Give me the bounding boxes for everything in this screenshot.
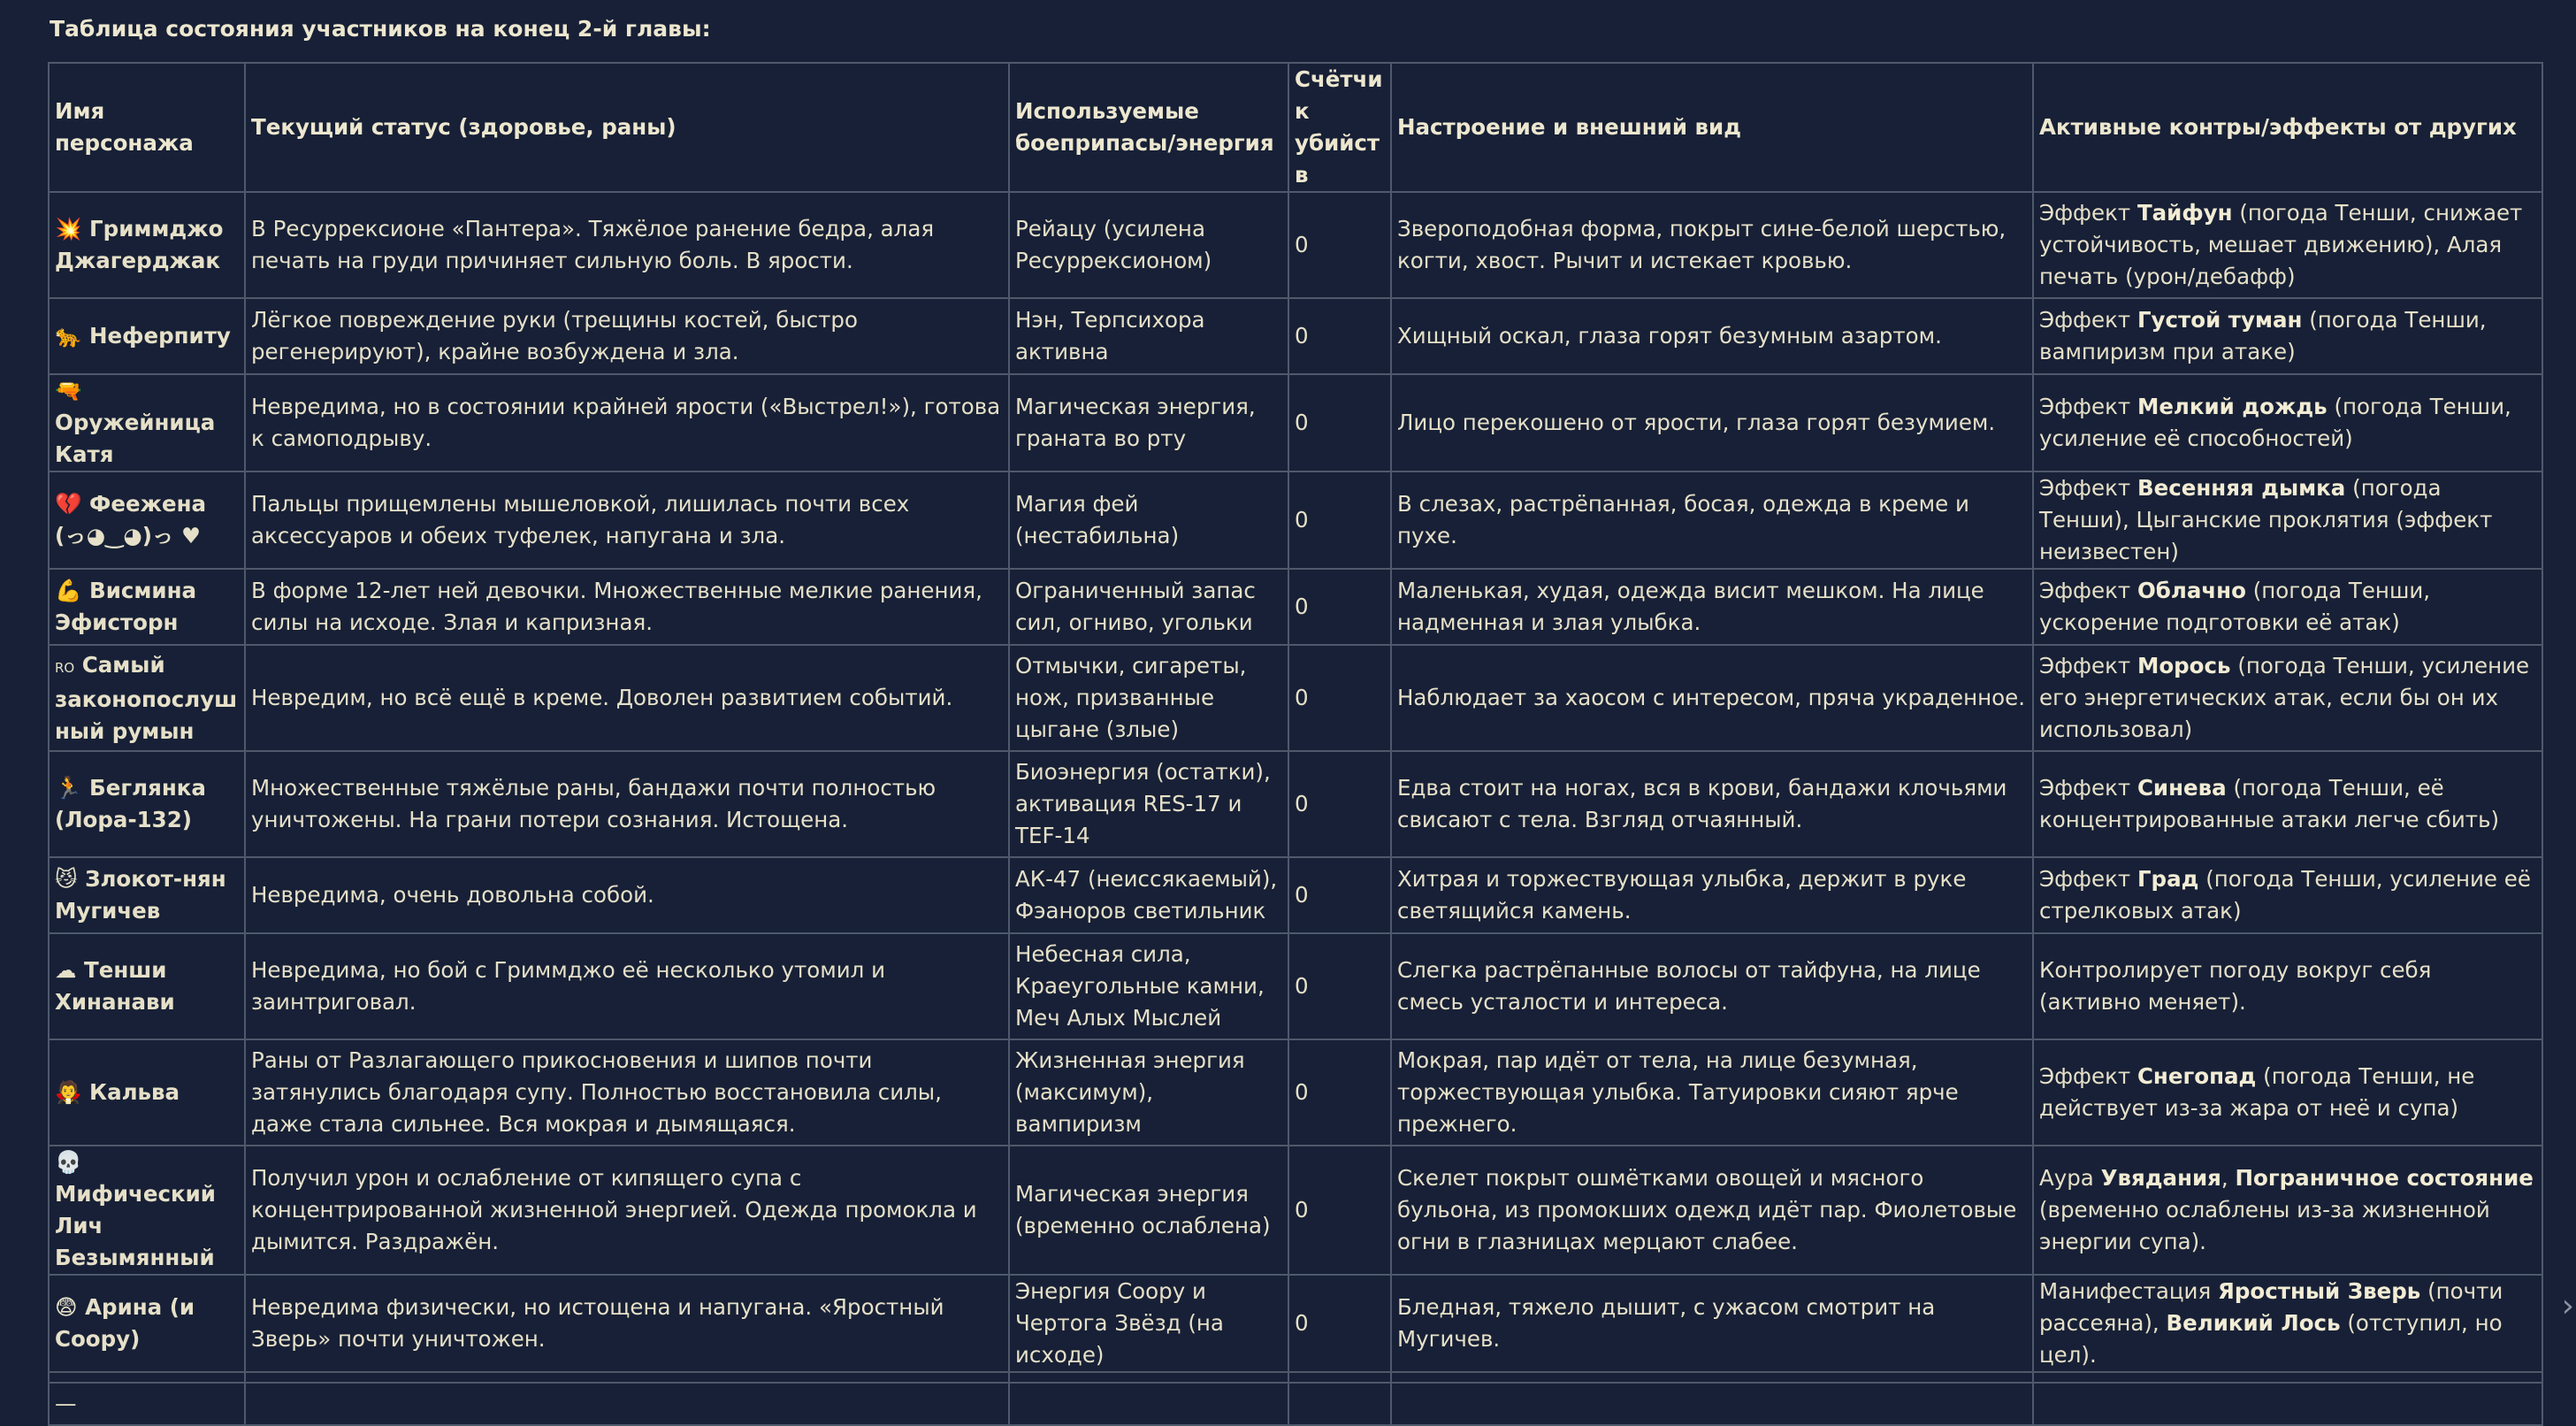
effects-cell [2033, 192, 2542, 298]
character-icon: 🏃 [55, 775, 82, 801]
effect-text: Манифестация [2039, 1278, 2218, 1304]
table-row [49, 1039, 2542, 1146]
effect-text: (погода Тенши, не действует из-за жара от неё и супа) [2039, 1063, 2475, 1121]
status-cell: Получил урон и ослабление от кипящего супа с концентрированной жизненной энергией. Одежда промокла и дымится. Раздражён. [245, 1146, 1009, 1275]
status-table [48, 62, 2543, 1426]
character-name-cell [49, 751, 245, 857]
status-cell: Пальцы прищемлены мышеловкой, лишилась почти всех аксессуаров и обеих туфелек, напугана и зла. [245, 472, 1009, 569]
empty-cell [1391, 1383, 2033, 1425]
ammo-cell: Магическая энергия, граната во рту [1009, 374, 1288, 472]
effects-cell [2033, 645, 2542, 751]
table-row [49, 298, 2542, 374]
character-icon: 🐆 [55, 323, 82, 349]
effect-text: Аура [2039, 1165, 2101, 1191]
kills-cell: 0 [1288, 374, 1391, 472]
effects-cell [2033, 1146, 2542, 1275]
mood-cell: Слегка растрёпанные волосы от тайфуна, на лице смесь усталости и интереса. [1391, 933, 2033, 1039]
empty-cell [2033, 1383, 2542, 1425]
table-row [49, 1383, 2542, 1425]
character-icon: 💔 [55, 491, 82, 517]
mood-cell: Скелет покрыт ошмётками овощей и мясного бульона, из промокших одежд идёт пар. Фиолетовые огни в глазницах мерцают слабее. [1391, 1146, 2033, 1275]
effect-text: (погода Тенши, снижает устойчивость, мешает движению), Алая печать (урон/дебафф) [2039, 200, 2523, 289]
character-name: Кальва [89, 1079, 180, 1105]
effect-text: Эффект [2039, 1063, 2137, 1089]
mood-cell: Хищный оскал, глаза горят безумным азартом. [1391, 298, 2033, 374]
character-icon: 🔫 [55, 378, 82, 403]
status-cell: Невредим, но всё ещё в креме. Доволен развитием событий. [245, 645, 1009, 751]
character-name: Беглянка (Лора-132) [55, 775, 206, 832]
mood-cell: Мокрая, пар идёт от тела, на лице безумная, торжествующая улыбка. Татуировки сияют ярче прежнего. [1391, 1039, 2033, 1146]
mood-cell: Лицо перекошено от ярости, глаза горят безумием. [1391, 374, 2033, 472]
character-name-cell [49, 192, 245, 298]
kills-cell: 0 [1288, 569, 1391, 645]
effect-name: Тайфун [2136, 200, 2233, 226]
kills-cell: 0 [1288, 751, 1391, 857]
effect-text: , [2221, 1165, 2236, 1191]
character-name-cell [49, 645, 245, 751]
effect-text: (погода Тенши), Цыганские проклятия (эффект неизвестен) [2039, 475, 2493, 564]
character-name-cell [49, 472, 245, 569]
character-icon: 💪 [55, 578, 82, 603]
status-cell: Раны от Разлагающего прикосновения и шипов почти затянулись благодаря супу. Полностью восстановила силы, даже стала сильнее. Вся мокрая и дымящаяся. [245, 1039, 1009, 1146]
empty-cell [1288, 1372, 1391, 1383]
mood-cell: Хитрая и торжествующая улыбка, держит в руке светящийся камень. [1391, 857, 2033, 933]
column-header-mood: Настроение и внешний вид [1391, 63, 2033, 192]
table-row [49, 569, 2542, 645]
kills-cell: 0 [1288, 472, 1391, 569]
effect-name: Весенняя дымка [2136, 475, 2346, 501]
status-cell: В форме 12-лет ней девочки. Множественные мелкие ранения, силы на исходе. Злая и капризная. [245, 569, 1009, 645]
effect-name: Яростный Зверь [2218, 1278, 2421, 1304]
table-row [49, 857, 2542, 933]
effect-text: (погода Тенши, вампиризм при атаке) [2039, 307, 2487, 364]
effect-text: Эффект [2039, 775, 2137, 801]
kills-cell: 0 [1288, 933, 1391, 1039]
effect-text: Эффект [2039, 866, 2137, 892]
effect-name: Облачно [2136, 578, 2246, 603]
effect-text: Эффект [2039, 653, 2137, 678]
character-name: Гриммджо Джагерджак [55, 216, 224, 273]
effect-text: Эффект [2039, 200, 2137, 226]
status-cell: Множественные тяжёлые раны, бандажи почти полностью уничтожены. На грани потери сознания. Истощена. [245, 751, 1009, 857]
effect-text: Эффект [2039, 578, 2137, 603]
status-cell: В Ресуррексионе «Пантера». Тяжёлое ранение бедра, алая печать на груди причиняет сильную боль. В ярости. [245, 192, 1009, 298]
effect-text: (погода Тенши, её концентрированные атаки легче сбить) [2039, 775, 2500, 832]
effects-cell [2033, 751, 2542, 857]
character-icon: 🧛 [55, 1079, 82, 1105]
character-name: Мифический Лич Безымянный [55, 1181, 216, 1270]
mood-cell: Маленькая, худая, одежда висит мешком. На лице надменная и злая улыбка. [1391, 569, 2033, 645]
effects-cell [2033, 298, 2542, 374]
table-row [49, 1146, 2542, 1275]
character-name-cell [49, 374, 245, 472]
column-header-name: Имя персонажа [49, 63, 245, 192]
effect-text: (почти рассеяна), [2039, 1278, 2503, 1336]
effect-name: Снегопад [2136, 1063, 2257, 1089]
empty-cell [2033, 1372, 2542, 1383]
effect-name: Великий Лось [2166, 1310, 2341, 1336]
ammo-cell: АК-47 (неиссякаемый), Фэаноров светильник [1009, 857, 1288, 933]
ammo-cell: Энергия Соору и Чертога Звёзд (на исходе) [1009, 1275, 1288, 1372]
ammo-cell: Нэн, Терпсихора активна [1009, 298, 1288, 374]
table-body [49, 192, 2542, 1425]
dash-cell: — [49, 1383, 245, 1425]
column-header-status: Текущий статус (здоровье, раны) [245, 63, 1009, 192]
ammo-cell: Рейацу (усилена Ресуррексионом) [1009, 192, 1288, 298]
character-icon: 💀 [55, 1149, 82, 1175]
ammo-cell: Магическая энергия (временно ослаблена) [1009, 1146, 1288, 1275]
effect-name: Синева [2136, 775, 2227, 801]
effect-name: Град [2136, 866, 2199, 892]
effects-cell [2033, 472, 2542, 569]
effects-cell [2033, 569, 2542, 645]
effect-name: Морось [2136, 653, 2231, 678]
table-row [49, 751, 2542, 857]
mood-cell: Звероподобная форма, покрыт сине-белой шерстью, когти, хвост. Рычит и истекает кровью. [1391, 192, 2033, 298]
effect-text: (погода Тенши, усиление его энергетических атак, если бы он их использовал) [2039, 653, 2530, 742]
effects-cell [2033, 1275, 2542, 1372]
table-row-separator [49, 1372, 2542, 1383]
character-name-cell [49, 1146, 245, 1275]
character-name: Феежена (っ◕‿◕)っ ♥ [55, 491, 207, 548]
effects-cell [2033, 857, 2542, 933]
character-icon: ☁ [55, 957, 77, 983]
character-name: Самый законопослушный румын [55, 651, 238, 744]
ammo-cell: Отмычки, сигареты, нож, призванные цыгане (злые) [1009, 645, 1288, 751]
ammo-cell: Небесная сила, Краеугольные камни, Меч Алых Мыслей [1009, 933, 1288, 1039]
kills-cell: 0 [1288, 192, 1391, 298]
character-icon: 💥 [55, 216, 82, 242]
effect-name: Мелкий дождь [2136, 394, 2328, 419]
effect-text: Контролирует погоду вокруг себя (активно меняет). [2039, 957, 2432, 1015]
status-cell: Лёгкое повреждение руки (трещины костей, быстро регенерируют), крайне возбуждена и зла. [245, 298, 1009, 374]
status-cell: Невредима, но бой с Гриммджо её несколько утомил и заинтриговал. [245, 933, 1009, 1039]
header-row [49, 63, 2542, 192]
mood-cell: Бледная, тяжело дышит, с ужасом смотрит на Мугичев. [1391, 1275, 2033, 1372]
table-row [49, 192, 2542, 298]
effects-cell [2033, 1039, 2542, 1146]
kills-cell: 0 [1288, 857, 1391, 933]
effect-name: Густой туман [2136, 307, 2303, 333]
empty-cell [49, 1372, 245, 1383]
effect-text: Эффект [2039, 394, 2137, 419]
character-name: Висмина Эфисторн [55, 578, 197, 635]
kills-cell: 0 [1288, 298, 1391, 374]
effect-name: Увядания [2100, 1165, 2221, 1191]
effect-name: Пограничное состояние [2235, 1165, 2534, 1191]
effect-text: Эффект [2039, 307, 2137, 333]
character-name: Арина (и Соору) [55, 1294, 195, 1352]
ammo-cell: Биоэнергия (остатки), активация RES-17 и TEF-14 [1009, 751, 1288, 857]
character-name: Оружейница Катя [55, 410, 216, 467]
effect-text: (погода Тенши, усиление её стрелковых атак) [2039, 866, 2531, 924]
character-name-cell [49, 933, 245, 1039]
status-cell: Невредима, очень довольна собой. [245, 857, 1009, 933]
column-header-ammo: Используемые боеприпасы/энергия [1009, 63, 1288, 192]
effect-text: (погода Тенши, усиление её способностей) [2039, 394, 2511, 451]
empty-cell [1009, 1372, 1288, 1383]
character-name-cell [49, 1039, 245, 1146]
status-cell: Невредима, но в состоянии крайней ярости («Выстрел!»), готова к самоподрыву. [245, 374, 1009, 472]
effects-cell [2033, 374, 2542, 472]
kills-cell: 0 [1288, 645, 1391, 751]
ammo-cell: Магия фей (нестабильна) [1009, 472, 1288, 569]
kills-cell: 0 [1288, 1275, 1391, 1372]
effects-cell [2033, 933, 2542, 1039]
table-row [49, 645, 2542, 751]
character-name: Неферпиту [89, 323, 231, 349]
character-name: Злокот-нян Мугичев [55, 866, 226, 924]
character-name-cell [49, 298, 245, 374]
character-icon: 😼 [55, 866, 78, 892]
status-cell: Невредима физически, но истощена и напугана. «Яростный Зверь» почти уничтожен. [245, 1275, 1009, 1372]
column-header-kills: Счётчик убийств [1288, 63, 1391, 192]
empty-cell [245, 1372, 1009, 1383]
character-name: Тенши Хинанави [55, 957, 175, 1015]
ammo-cell: Жизненная энергия (максимум), вампиризм [1009, 1039, 1288, 1146]
effect-text: (временно ослаблены из-за жизненной энергии супа). [2039, 1197, 2490, 1254]
mood-cell: Наблюдает за хаосом с интересом, пряча украденное. [1391, 645, 2033, 751]
character-icon: 😨 [55, 1294, 78, 1320]
character-name-cell [49, 857, 245, 933]
empty-cell [1288, 1383, 1391, 1425]
ammo-cell: Ограниченный запас сил, огниво, угольки [1009, 569, 1288, 645]
status-table-container [48, 62, 2542, 1426]
effect-text: (погода Тенши, ускорение подготовки её атак) [2039, 578, 2431, 635]
character-icon: RO [55, 659, 75, 676]
mood-cell: В слезах, растрёпанная, босая, одежда в креме и пухе. [1391, 472, 2033, 569]
kills-cell: 0 [1288, 1039, 1391, 1146]
empty-cell [1391, 1372, 2033, 1383]
table-row [49, 374, 2542, 472]
empty-cell [245, 1383, 1009, 1425]
table-row [49, 472, 2542, 569]
effect-text: Эффект [2039, 475, 2137, 501]
table-heading: Таблица состояния участников на конец 2-й главы: [50, 16, 711, 42]
character-name-cell [49, 569, 245, 645]
kills-cell: 0 [1288, 1146, 1391, 1275]
effect-text: (отступил, но цел). [2039, 1310, 2503, 1368]
column-header-effects: Активные контры/эффекты от других [2033, 63, 2542, 192]
table-row [49, 1275, 2542, 1372]
scroll-right-icon[interactable]: › [2561, 1288, 2574, 1324]
table-row [49, 933, 2542, 1039]
empty-cell [1009, 1383, 1288, 1425]
mood-cell: Едва стоит на ногах, вся в крови, бандажи клочьями свисают с тела. Взгляд отчаянный. [1391, 751, 2033, 857]
character-name-cell [49, 1275, 245, 1372]
